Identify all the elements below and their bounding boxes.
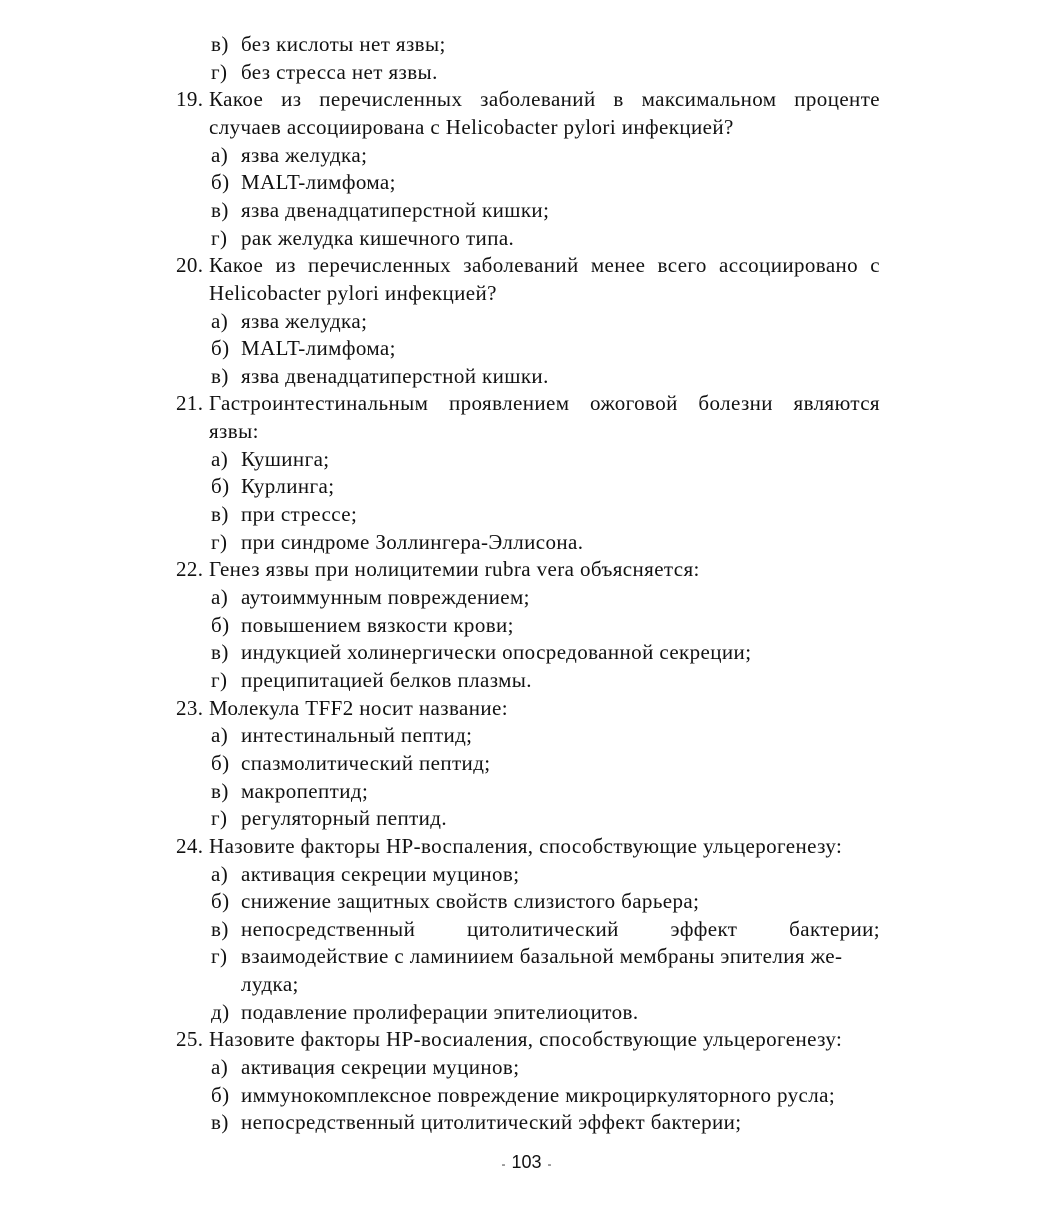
answer-option	[0, 942, 1053, 970]
question-number: 21.	[176, 391, 204, 416]
option-letter: в)	[211, 502, 229, 527]
option-letter: г)	[211, 529, 228, 554]
continuation-text: случаев ассоциирована с Helicobacter pylori инфекцией?	[209, 114, 734, 139]
option-text: язва двенадцатиперстной кишки.	[241, 363, 549, 388]
page-number	[0, 1150, 1053, 1176]
answer-option	[0, 583, 1053, 611]
option-text: при синдроме Золлингера-Эллисона.	[241, 529, 584, 554]
question-text: Гастроинтестинальным проявлением ожоговой болезни являются	[209, 391, 880, 416]
option-letter: г)	[211, 225, 228, 250]
option-letter: б)	[211, 474, 230, 499]
answer-option	[0, 1081, 1053, 1109]
option-text: без кислоты нет язвы;	[241, 32, 446, 56]
answer-option	[0, 445, 1053, 473]
answer-option	[0, 307, 1053, 335]
question-number: 22.	[176, 557, 204, 582]
answer-option	[0, 472, 1053, 500]
answer-option	[0, 362, 1053, 390]
answer-option	[0, 196, 1053, 224]
option-text: спазмолитический пептид;	[241, 750, 491, 775]
option-text: аутоиммунным повреждением;	[241, 585, 530, 609]
page-number-value: 103	[511, 1152, 542, 1172]
option-text: интестинальный пептид;	[241, 723, 473, 748]
option-text: регуляторный пептид.	[241, 806, 448, 831]
option-letter: б)	[211, 1082, 230, 1107]
option-text: снижение защитных свойств слизистого барьера;	[241, 889, 700, 914]
continuation-line	[0, 113, 1053, 141]
answer-option	[0, 1053, 1053, 1081]
answer-option	[0, 224, 1053, 252]
option-text: непосредственный цитолитический эффект бактерии;	[241, 916, 880, 941]
option-letter: б)	[211, 612, 230, 637]
option-letter: а)	[211, 308, 229, 333]
option-text: язва двенадцатиперстной кишки;	[241, 197, 550, 222]
continuation-text: Helicobacter pylori инфекцией?	[209, 280, 497, 305]
question-number: 25.	[176, 1027, 204, 1052]
question-number: 20.	[176, 253, 204, 278]
option-letter: б)	[211, 336, 230, 361]
answer-option	[0, 611, 1053, 639]
answer-option	[0, 777, 1053, 805]
option-letter: в)	[211, 640, 229, 665]
option-letter: г)	[211, 667, 228, 692]
question-line	[0, 555, 1053, 583]
answer-option	[0, 915, 1053, 943]
option-letter: г)	[211, 59, 228, 84]
question-number: 23.	[176, 695, 204, 720]
option-letter: в)	[211, 32, 229, 56]
answer-option	[0, 1108, 1053, 1136]
question-line	[0, 389, 1053, 417]
question-number: 19.	[176, 87, 204, 112]
question-text: Какое из перечисленных заболеваний менее всего ассоциировано с	[209, 253, 880, 278]
answer-option	[0, 638, 1053, 666]
answer-option	[0, 998, 1053, 1026]
option-letter: б)	[211, 170, 230, 195]
continuation-text: лудка;	[241, 972, 299, 997]
option-letter: а)	[211, 1055, 229, 1080]
answer-option	[0, 500, 1053, 528]
answer-option	[0, 528, 1053, 556]
option-letter: а)	[211, 446, 229, 471]
option-letter: г)	[211, 806, 228, 831]
option-text: MALT-лимфома;	[241, 170, 396, 195]
question-text: Назовите факторы HP-воспаления, способствующие ульцерогенезу:	[209, 833, 843, 858]
option-text: Курлинга;	[241, 474, 335, 499]
option-text: преципитацией белков плазмы.	[241, 667, 532, 692]
option-text: язва желудка;	[241, 308, 368, 333]
question-line	[0, 832, 1053, 860]
option-letter: а)	[211, 861, 229, 886]
dot-right-decoration: -	[547, 1157, 552, 1171]
answer-option	[0, 666, 1053, 694]
option-letter: в)	[211, 1110, 229, 1135]
question-text: Назовите факторы HP-восиаления, способствующие ульцерогенезу:	[209, 1027, 843, 1052]
question-text: Молекула TFF2 носит название:	[209, 695, 508, 720]
answer-option	[0, 721, 1053, 749]
option-letter: г)	[211, 944, 228, 969]
option-text: индукцией холинергически опосредованной секреции;	[241, 640, 752, 665]
option-text: иммунокомплексное повреждение микроциркуляторного русла;	[241, 1082, 836, 1107]
question-line	[0, 251, 1053, 279]
option-text: MALT-лимфома;	[241, 336, 396, 361]
option-letter: в)	[211, 197, 229, 222]
option-letter: д)	[211, 999, 230, 1024]
option-letter: в)	[211, 363, 229, 388]
question-line	[0, 1025, 1053, 1053]
option-letter: в)	[211, 916, 229, 941]
answer-option	[0, 141, 1053, 169]
option-letter: а)	[211, 585, 229, 609]
answer-option	[0, 749, 1053, 777]
question-text: Какое из перечисленных заболеваний в максимальном проценте	[209, 87, 880, 112]
answer-option	[0, 887, 1053, 915]
continuation-line	[0, 279, 1053, 307]
answer-option	[0, 334, 1053, 362]
option-text: язва желудка;	[241, 142, 368, 167]
answer-option	[0, 860, 1053, 888]
question-number: 24.	[176, 833, 204, 858]
answer-option	[0, 30, 1053, 58]
continuation-text: язвы:	[209, 419, 259, 444]
option-letter: б)	[211, 889, 230, 914]
option-text: без стресса нет язвы.	[241, 59, 438, 84]
option-letter: а)	[211, 142, 229, 167]
option-letter: в)	[211, 778, 229, 803]
option-text: активация секреции муцинов;	[241, 861, 520, 886]
option-text: макропептид;	[241, 778, 369, 803]
answer-option	[0, 58, 1053, 86]
option-text: при стрессе;	[241, 502, 358, 527]
option-text: повышением вязкости крови;	[241, 612, 514, 637]
question-line	[0, 85, 1053, 113]
option-letter: а)	[211, 723, 229, 748]
question-text: Генез язвы при нолицитемии rubra vera объясняется:	[209, 557, 700, 582]
option-text: непосредственный цитолитический эффект бактерии;	[241, 1110, 742, 1135]
option-text: Кушинга;	[241, 446, 330, 471]
continuation-line	[0, 970, 1053, 998]
option-letter: б)	[211, 750, 230, 775]
question-line	[0, 694, 1053, 722]
continuation-line	[0, 417, 1053, 445]
answer-option	[0, 168, 1053, 196]
dot-left-decoration: -	[501, 1157, 506, 1171]
option-text: активация секреции муцинов;	[241, 1055, 520, 1080]
answer-option	[0, 804, 1053, 832]
option-text: подавление пролиферации эпителиоцитов.	[241, 999, 639, 1024]
option-text: взаимодействие с ламиниием базальной мембраны эпителия же-	[241, 944, 843, 969]
option-text: рак желудка кишечного типа.	[241, 225, 515, 250]
